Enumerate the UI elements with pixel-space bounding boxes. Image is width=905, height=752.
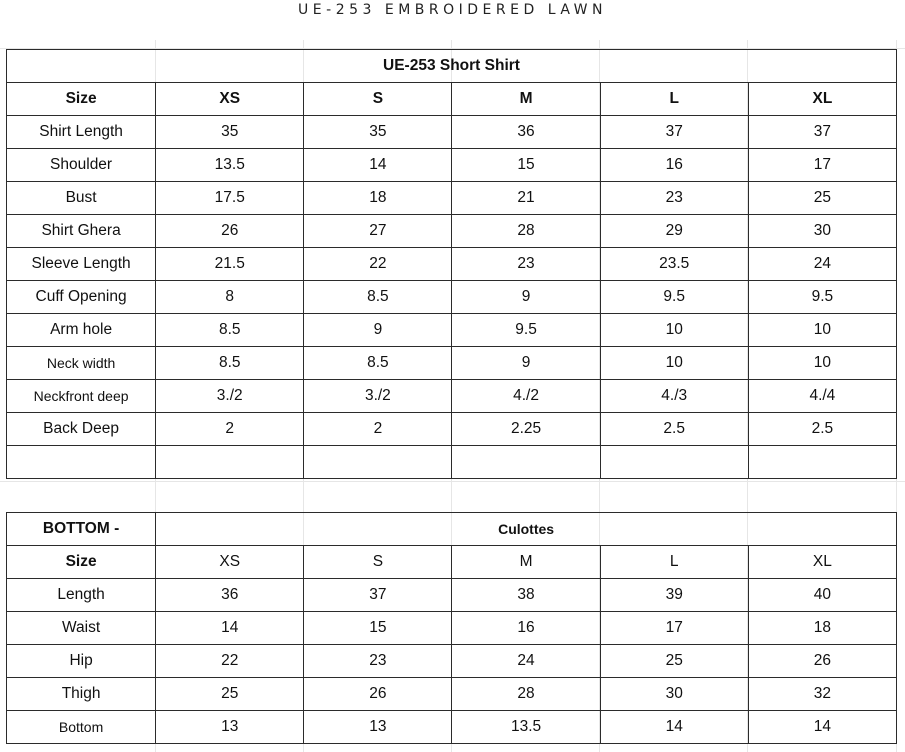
size-value-cell: 17 — [748, 149, 896, 182]
table-row — [7, 347, 897, 380]
shirt-size-table — [6, 49, 897, 479]
header-cell: M — [452, 546, 600, 579]
size-value-cell: 15 — [304, 612, 452, 645]
table-title-row — [7, 513, 897, 546]
size-value-cell: 4./4 — [748, 380, 896, 413]
size-value-cell: 8.5 — [156, 314, 304, 347]
size-value-cell: 30 — [600, 678, 748, 711]
size-value-cell: 22 — [156, 645, 304, 678]
empty-cell — [156, 446, 304, 479]
table-row — [7, 645, 897, 678]
size-value-cell: 32 — [748, 678, 896, 711]
bottom-size-table — [6, 512, 897, 744]
size-value-cell: 13.5 — [452, 711, 600, 744]
size-value-cell: 24 — [748, 248, 896, 281]
table-row — [7, 281, 897, 314]
shirt-table-title: UE-253 Short Shirt — [7, 50, 897, 83]
size-value-cell: 40 — [748, 579, 896, 612]
table-row — [7, 314, 897, 347]
table-header-row — [7, 83, 897, 116]
size-value-cell: 22 — [304, 248, 452, 281]
size-value-cell: 3./2 — [156, 380, 304, 413]
size-value-cell: 4./3 — [600, 380, 748, 413]
size-value-cell: 15 — [452, 149, 600, 182]
size-value-cell: 36 — [452, 116, 600, 149]
row-label: Neck width — [7, 347, 156, 380]
size-value-cell: 23.5 — [600, 248, 748, 281]
size-value-cell: 37 — [600, 116, 748, 149]
table-row — [7, 678, 897, 711]
table-header-row — [7, 546, 897, 579]
row-label: Back Deep — [7, 413, 156, 446]
row-label: Length — [7, 579, 156, 612]
size-value-cell: 9 — [304, 314, 452, 347]
bottom-section-label: BOTTOM - — [7, 513, 156, 546]
empty-cell — [304, 446, 452, 479]
size-value-cell: 13.5 — [156, 149, 304, 182]
size-value-cell: 35 — [304, 116, 452, 149]
header-cell: XL — [748, 83, 896, 116]
table-row — [7, 579, 897, 612]
header-cell: L — [600, 83, 748, 116]
table-row — [7, 149, 897, 182]
size-value-cell: 8 — [156, 281, 304, 314]
size-value-cell: 8.5 — [156, 347, 304, 380]
empty-row — [7, 446, 897, 479]
row-label: Bottom — [7, 711, 156, 744]
size-value-cell: 28 — [452, 215, 600, 248]
table-row — [7, 711, 897, 744]
size-value-cell: 23 — [452, 248, 600, 281]
size-value-cell: 35 — [156, 116, 304, 149]
table-row — [7, 380, 897, 413]
size-value-cell: 26 — [156, 215, 304, 248]
size-value-cell: 21 — [452, 182, 600, 215]
size-value-cell: 10 — [748, 347, 896, 380]
empty-cell — [452, 446, 600, 479]
header-cell: XS — [156, 83, 304, 116]
size-value-cell: 29 — [600, 215, 748, 248]
size-value-cell: 10 — [748, 314, 896, 347]
size-value-cell: 18 — [748, 612, 896, 645]
size-value-cell: 2 — [156, 413, 304, 446]
size-value-cell: 14 — [304, 149, 452, 182]
size-value-cell: 23 — [600, 182, 748, 215]
size-value-cell: 37 — [748, 116, 896, 149]
table-title-row — [7, 50, 897, 83]
empty-cell — [748, 446, 896, 479]
size-value-cell: 13 — [304, 711, 452, 744]
row-label: Shoulder — [7, 149, 156, 182]
size-value-cell: 24 — [452, 645, 600, 678]
row-label: Shirt Ghera — [7, 215, 156, 248]
row-label: Hip — [7, 645, 156, 678]
row-label: Thigh — [7, 678, 156, 711]
size-value-cell: 9.5 — [452, 314, 600, 347]
size-value-cell: 38 — [452, 579, 600, 612]
row-label: Neckfront deep — [7, 380, 156, 413]
size-value-cell: 36 — [156, 579, 304, 612]
size-value-cell: 23 — [304, 645, 452, 678]
empty-cell — [7, 446, 156, 479]
row-label: Waist — [7, 612, 156, 645]
row-label: Shirt Length — [7, 116, 156, 149]
table-row — [7, 248, 897, 281]
size-value-cell: 14 — [156, 612, 304, 645]
header-cell: M — [452, 83, 600, 116]
size-value-cell: 2 — [304, 413, 452, 446]
size-value-cell: 39 — [600, 579, 748, 612]
empty-cell — [600, 446, 748, 479]
size-value-cell: 28 — [452, 678, 600, 711]
table-row — [7, 215, 897, 248]
bottom-table-title: Culottes — [156, 513, 897, 546]
table-row — [7, 182, 897, 215]
size-value-cell: 2.5 — [600, 413, 748, 446]
header-cell: XS — [156, 546, 304, 579]
header-cell: Size — [7, 546, 156, 579]
size-value-cell: 26 — [304, 678, 452, 711]
size-value-cell: 30 — [748, 215, 896, 248]
size-value-cell: 25 — [748, 182, 896, 215]
row-label: Sleeve Length — [7, 248, 156, 281]
size-value-cell: 17 — [600, 612, 748, 645]
header-cell: L — [600, 546, 748, 579]
size-value-cell: 25 — [156, 678, 304, 711]
table-row — [7, 413, 897, 446]
size-value-cell: 37 — [304, 579, 452, 612]
size-value-cell: 9 — [452, 281, 600, 314]
page-title: UE-253 EMBROIDERED LAWN — [298, 2, 607, 18]
size-value-cell: 14 — [748, 711, 896, 744]
size-value-cell: 26 — [748, 645, 896, 678]
header-cell: Size — [7, 83, 156, 116]
size-value-cell: 16 — [600, 149, 748, 182]
size-value-cell: 27 — [304, 215, 452, 248]
size-value-cell: 10 — [600, 314, 748, 347]
size-value-cell: 3./2 — [304, 380, 452, 413]
size-value-cell: 10 — [600, 347, 748, 380]
size-value-cell: 2.5 — [748, 413, 896, 446]
row-label: Cuff Opening — [7, 281, 156, 314]
row-label: Arm hole — [7, 314, 156, 347]
header-cell: XL — [748, 546, 896, 579]
size-value-cell: 21.5 — [156, 248, 304, 281]
size-value-cell: 14 — [600, 711, 748, 744]
row-label: Bust — [7, 182, 156, 215]
size-value-cell: 8.5 — [304, 281, 452, 314]
size-value-cell: 25 — [600, 645, 748, 678]
size-value-cell: 16 — [452, 612, 600, 645]
header-cell: S — [304, 546, 452, 579]
size-value-cell: 9.5 — [748, 281, 896, 314]
size-value-cell: 13 — [156, 711, 304, 744]
size-value-cell: 17.5 — [156, 182, 304, 215]
size-value-cell: 4./2 — [452, 380, 600, 413]
size-value-cell: 8.5 — [304, 347, 452, 380]
size-value-cell: 2.25 — [452, 413, 600, 446]
size-value-cell: 9.5 — [600, 281, 748, 314]
size-value-cell: 18 — [304, 182, 452, 215]
header-cell: S — [304, 83, 452, 116]
size-value-cell: 9 — [452, 347, 600, 380]
table-row — [7, 116, 897, 149]
table-row — [7, 612, 897, 645]
